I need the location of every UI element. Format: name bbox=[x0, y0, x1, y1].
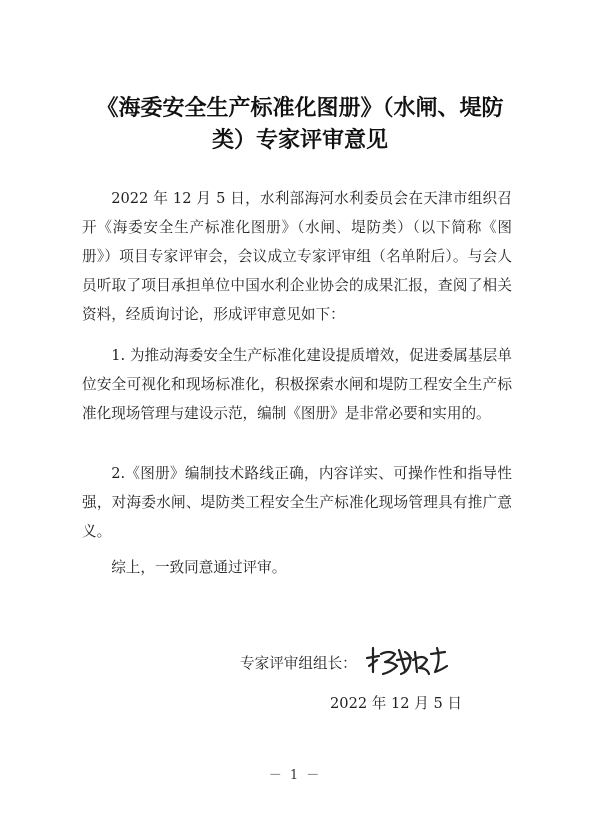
handwritten-signature bbox=[361, 640, 453, 680]
paragraph-intro: 2022 年 12 月 5 日，水利部海河水利委员会在天津市组织召开《海委安全生产标准化图册》（水闸、堤防类）（以下简称《图册》）项目专家评审会，会议成立专家评审组（名单附后）。与会人员听取了项目承担单位中国水利企业协会的成果汇报，查阅了相关资料，经质询讨论，形成评审意见如下： bbox=[82, 190, 512, 323]
paragraph-opinion-1: 1. 为推动海委安全生产标准化建设提质增效，促进委属基层单位安全可视化和现场标准化，积极探索水闸和堤防工程安全生产标准化现场管理与建设示范，编制《图册》是非常必要和实用的。 bbox=[82, 347, 512, 422]
signature-date: 2022 年 12 月 5 日 bbox=[330, 695, 462, 712]
page-number: － 1 － bbox=[268, 768, 322, 783]
document-title-line-2: 类）专家评审意见 bbox=[211, 127, 388, 153]
document-title-line-1: 《海委安全生产标准化图册》（水闸、堤防 bbox=[96, 95, 504, 121]
paragraph-opinion-2: 2.《图册》编制技术路线正确，内容详实、可操作性和指导性强，对海委水闸、堤防类工程安全生产标准化现场管理具有推广意义。 bbox=[82, 465, 512, 540]
paragraph-conclusion: 综上，一致同意通过评审。 bbox=[111, 559, 287, 576]
signature-block bbox=[240, 648, 453, 676]
signer-label: 专家评审组组长： bbox=[240, 654, 357, 672]
